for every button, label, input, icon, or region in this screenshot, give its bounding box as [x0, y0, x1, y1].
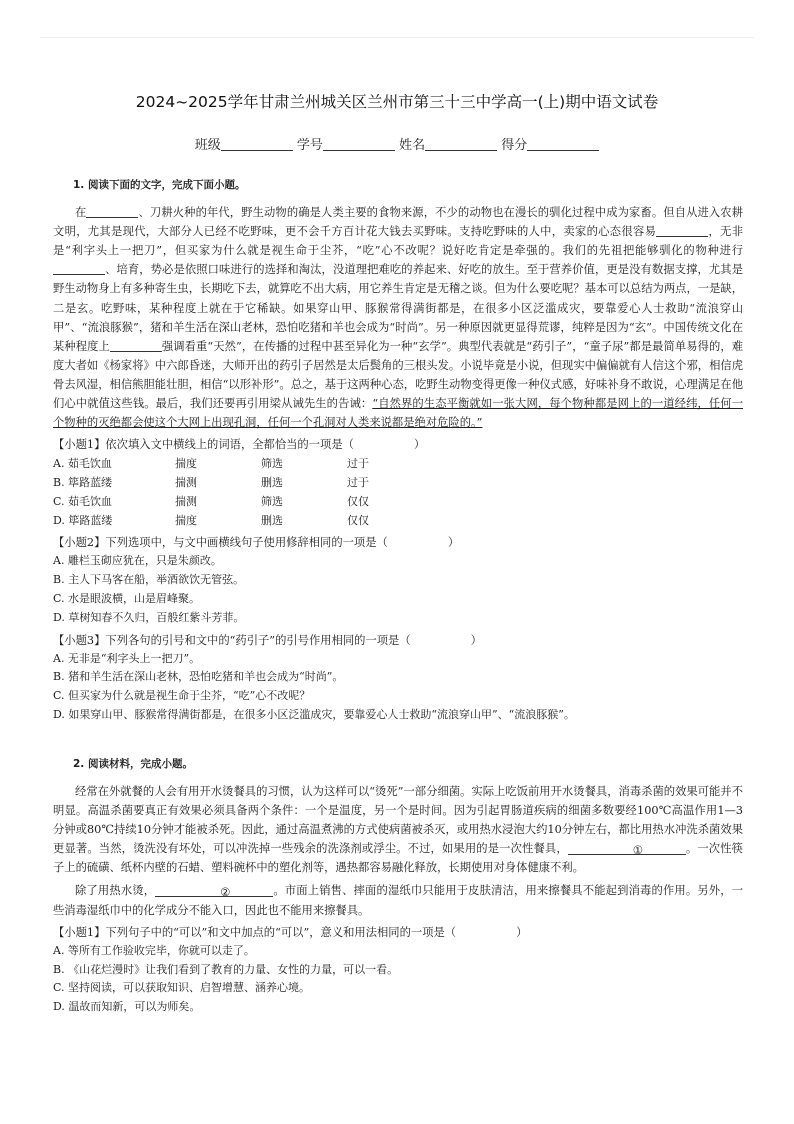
- name-field[interactable]: [425, 137, 497, 151]
- student-id-field[interactable]: [323, 137, 395, 151]
- option-d[interactable]: D. 草树知春不久归，百般红紫斗芳菲。: [53, 610, 245, 624]
- fill-blank[interactable]: [53, 263, 105, 275]
- option-row[interactable]: A. 茹毛饮血 揣度 筛选 过于: [53, 457, 369, 471]
- option-c[interactable]: C. 坚持阅读，可以获取知识、启智增慧、涵养心境。: [53, 981, 311, 995]
- class-label: 班级: [194, 138, 221, 153]
- option-row[interactable]: D. 筚路蓝缕 揣度 删选 仅仅: [53, 514, 369, 528]
- option-a[interactable]: A. 无非是“利字头上一把刀”。: [53, 651, 201, 665]
- option-c[interactable]: C. 水是眼波横，山是眉峰聚。: [53, 592, 201, 605]
- option-c[interactable]: C. 但买家为什么就是视生命于尘芥，“吃”心不改呢？: [53, 689, 311, 703]
- option-a[interactable]: A. 雕栏玉砌应犹在，只是朱颜改。: [53, 554, 222, 568]
- exam-content: [53, 176, 743, 1017]
- top-divider: [40, 37, 754, 38]
- option-d[interactable]: D. 如果穿山甲、豚猴常得满街都是，在很多小区泛滥成灾，要靠爱心人士救助“流浪穿山甲”、“流浪豚猴”。: [53, 708, 575, 722]
- q2-sub1-options: [53, 942, 743, 1017]
- class-field[interactable]: [221, 137, 293, 151]
- q1-sub1-options: [53, 454, 743, 530]
- page-title: 2024~2025学年甘肃兰州城关区兰州市第三十三中学高一(上)期中语文试卷: [135, 93, 659, 111]
- score-label: 得分: [501, 138, 528, 153]
- student-id-label: 学号: [296, 138, 323, 153]
- q1-sub3-options: [53, 650, 743, 725]
- fill-blank[interactable]: [656, 225, 708, 237]
- blank-1[interactable]: ①: [568, 841, 686, 855]
- q1-sub3-stem: 【小题3】下列各句的引号和文中的“药引子”的引号作用相同的一项是（ ）: [53, 633, 482, 647]
- score-field[interactable]: [527, 137, 599, 151]
- option-row[interactable]: B. 筚路蓝缕 揣测 删选 过于: [53, 476, 369, 490]
- option-b[interactable]: B. 猪和羊生活在深山老林，恐怕吃猪和羊也会成为“时尚”。: [53, 670, 344, 684]
- option-b[interactable]: B. 《山花烂漫时》让我们看到了教育的力量、女性的力量，可以一看。: [53, 962, 399, 976]
- student-info-line: [0, 134, 794, 153]
- blank-2[interactable]: ②: [155, 883, 273, 897]
- name-label: 姓名: [399, 138, 426, 153]
- q1-sub2-options: [53, 552, 743, 627]
- question-2-paragraph-2: 除了用热水烫， ② 。市面上销售、摔面的湿纸巾只能用于皮肤清洁，用来擦餐具不能起到消毒的作用。另外，一些消毒湿纸巾中的化学成分不能入口，因此也不能用来擦餐具。: [53, 884, 743, 917]
- underlined-quote: “自然界的生态平衡就如一张大网，每个物种都是网上的一道经纬，任何一个物种的灭绝都会使这个大网上出现孔洞，任何一个孔洞对人类来说都是绝对危险的。”: [53, 397, 743, 430]
- q2-sub1-stem: 【小题1】下列句子中的“可以”和文中加点的“可以”，意义和用法相同的一项是（ ）: [53, 925, 528, 939]
- fill-blank[interactable]: [110, 340, 162, 352]
- option-d[interactable]: D. 温故而知新，可以为师矣。: [53, 1000, 201, 1014]
- question-1-passage: 在 、刀耕火种的年代，野生动物的确是人类主要的食物来源，不少的动物也在漫长的驯化过程中成为家畜。但自从进入农耕文明，尤其是现代，大部分人已经不吃野味，更不会千方百计花大钱去买野味。支持吃野味的人中，卖家的心态很容易 ，无非是“利字头上一把刀”，但买家为什么就是视生命于尘芥，“吃”心不改呢？说好吃肯定是牵强的。我们的先祖把能够驯化的物种进行、培育，势必是依照口味进行的选择和淘汰，没道理把难吃的养起来、好吃的放生。至于营养价值，更是没有数据支撑，尤其是野生动物身上有多种寄生虫，长期吃下去，就算吃不出大病，用它养生肯定是无稽之谈。但为什么要吃呢？基本可以总结为两点，一是缺，二是玄。吃野味，某种程度上就在于它稀缺。如果穿山甲、豚猴常得满街都是，在很多小区泛滥成灾，要靠爱心人士救助“流浪穿山甲”、“流浪豚猴”，猪和羊生活在深山老林，恐怕吃猪和羊也会成为“时尚”。另一种原因就更显得荒谬，纯粹是因为“玄”。中国传统文化在某种程度上 强调看重“天然”，在传播的过程中甚至异化为一种“玄学”。典型代表就是“药引子”，“童子尿”都是最简单易得的，难度大者如《杨家将》中六郎昏迷，大师开出的药引子居然是太后鬓角的三根头发。小说毕竟是小说，但现实中偏偏就有人信这个邪，相信虎骨去风湿，相信熊胆能壮胆，相信“以形补形”。总之，基于这两种心态，吃野生动物变得更像一种仪式感，好味补身不敢说，心理满足在他们心中就值这些钱。最后，我们还要再引用梁从诫先生的告诫：“自然界的生态平衡就如一张大网，每个物种都是网上的一道经纬，任何一个物种的灭绝都会使这个大网上出现孔洞，任何一个孔洞对人类来说都是绝对危险的。”: [53, 206, 743, 430]
- option-b[interactable]: B. 主人下马客在船，举酒欲饮无管弦。: [53, 573, 245, 587]
- question-2-paragraph-1: 经常在外就餐的人会有用开水烫餐具的习惯，认为这样可以“烫死”一部分细菌。实际上吃饭前用开水烫餐具，消毒杀菌的效果可能并不明显。高温杀菌要真正有效果必须具备两个条件：一个是温度，另一个是时间。因为引起胃肠道疾病的细菌多数要经100℃高温作用1—3分钟或80℃持续10分钟才能被杀死。因此，通过高温煮沸的方式使病菌被杀灭，或用热水浸泡大约10分钟左右，都比用热水冲洗杀菌效果更显著。当然，烫洗没有坏处，可以冲洗掉一些残余的洗涤剂或浮尘。不过，如果用的是一次性餐具， ① 。一次性筷子上的硫磺、纸杯内壁的石蜡、塑料碗杯中的塑化剂等，遇热都容易融化释放，长期使用对身体健康不利。: [53, 784, 743, 875]
- fill-blank[interactable]: [86, 206, 138, 218]
- option-a[interactable]: A. 等所有工作验收完毕，你就可以走了。: [53, 943, 255, 957]
- option-row[interactable]: C. 茹毛饮血 揣测 筛选 仅仅: [53, 495, 369, 509]
- question-2-heading: 2. 阅读材料，完成小题。: [73, 757, 193, 770]
- q1-sub1-stem: 【小题1】依次填入文中横线上的词语，全都恰当的一项是（ ）: [53, 438, 426, 452]
- q1-sub2-stem: 【小题2】下列选项中，与文中画横线句子使用修辞相同的一项是（ ）: [53, 536, 460, 550]
- question-1-heading: 1. 阅读下面的文字，完成下面小题。: [73, 179, 246, 191]
